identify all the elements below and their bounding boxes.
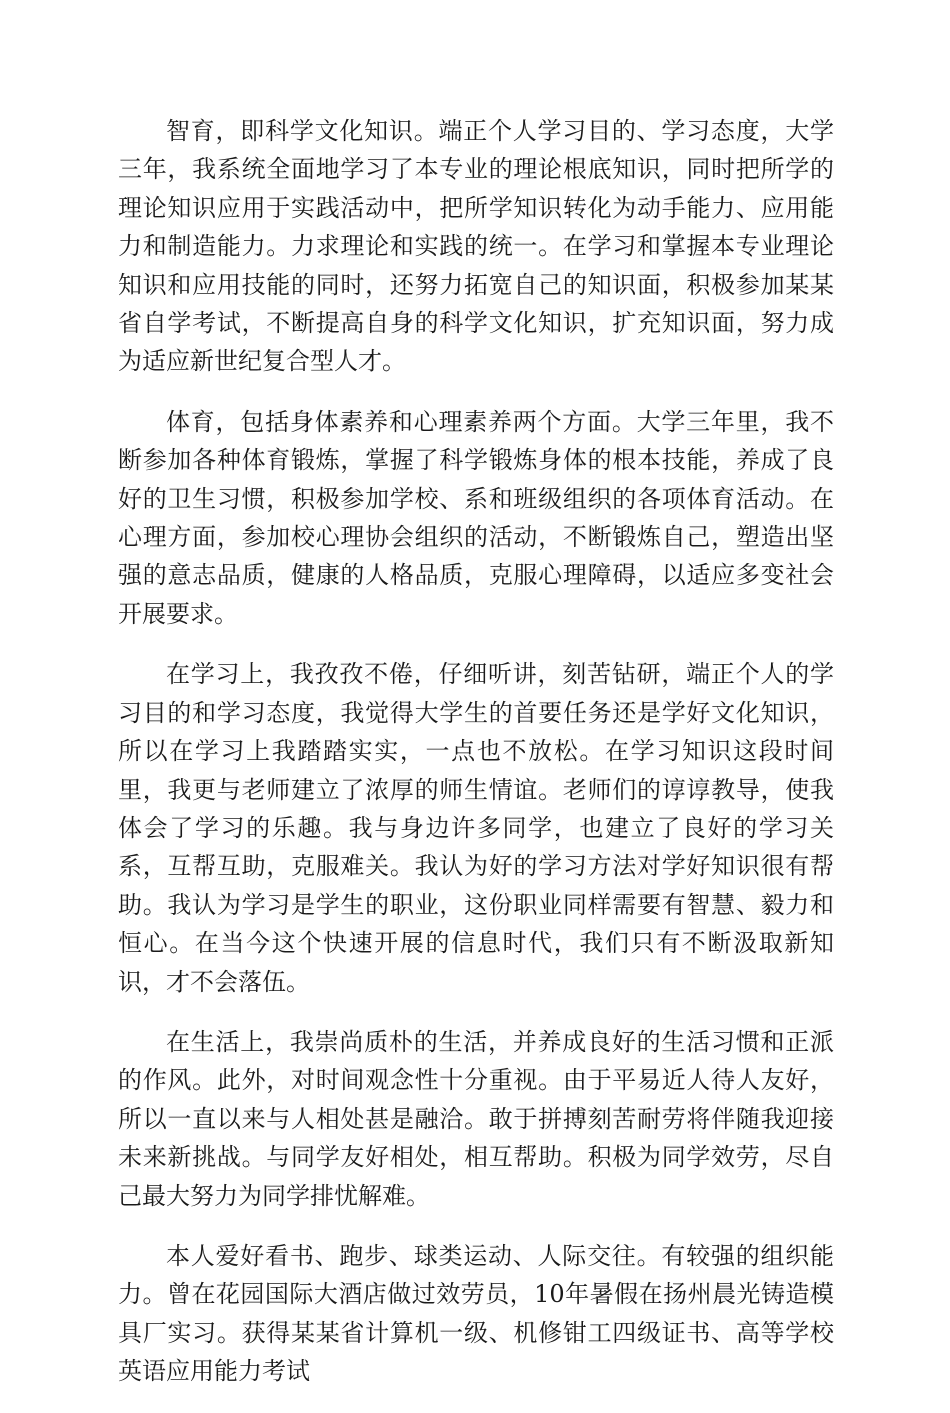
document-body <box>118 112 834 1413</box>
paragraph-hobbies: 本人爱好看书、跑步、球类运动、人际交往。有较强的组织能力。曾在花园国际大酒店做过效劳员，10年暑假在扬州晨光铸造模具厂实习。获得某某省计算机一级、机修钳工四级证书、高等学校英语应用能力考试 <box>118 1241 834 1386</box>
paragraph-physical-education: 体育，包括身体素养和心理素养两个方面。大学三年里，我不断参加各种体育锻炼，掌握了科学锻炼身体的根本技能，养成了良好的卫生习惯，积极参加学校、系和班级组织的各项体育活动。在心理方面，参加校心理协会组织的活动，不断锻炼自己，塑造出坚强的意志品质，健康的人格品质，克服心理障碍，以适应多变社会开展要求。 <box>118 407 834 628</box>
paragraph-study: 在学习上，我孜孜不倦，仔细听讲，刻苦钻研，端正个人的学习目的和学习态度，我觉得大学生的首要任务还是学好文化知识，所以在学习上我踏踏实实，一点也不放松。在学习知识这段时间里，我更与老师建立了浓厚的师生情谊。老师们的谆谆教导，使我体会了学习的乐趣。我与身边许多同学，也建立了良好的学习关系，互帮互助，克服难关。我认为好的学习方法对学好知识很有帮助。我认为学习是学生的职业，这份职业同样需要有智慧、毅力和恒心。在当今这个快速开展的信息时代，我们只有不断汲取新知识，才不会落伍。 <box>118 660 834 996</box>
paragraph-life: 在生活上，我崇尚质朴的生活，并养成良好的生活习惯和正派的作风。此外，对时间观念性十分重视。由于平易近人待人友好，所以一直以来与人相处甚是融洽。敢于拼搏刻苦耐劳将伴随我迎接未来新挑战。与同学友好相处，相互帮助。积极为同学效劳，尽自己最大努力为同学排忧解难。 <box>118 1027 834 1210</box>
paragraph-intellectual-education: 智育，即科学文化知识。端正个人学习目的、学习态度，大学三年，我系统全面地学习了本专业的理论根底知识，同时把所学的理论知识应用于实践活动中，把所学知识转化为动手能力、应用能力和制造能力。力求理论和实践的统一。在学习和掌握本专业理论知识和应用技能的同时，还努力拓宽自己的知识面，积极参加某某省自学考试，不断提高自身的科学文化知识，扩充知识面，努力成为适应新世纪复合型人才。 <box>118 117 834 376</box>
